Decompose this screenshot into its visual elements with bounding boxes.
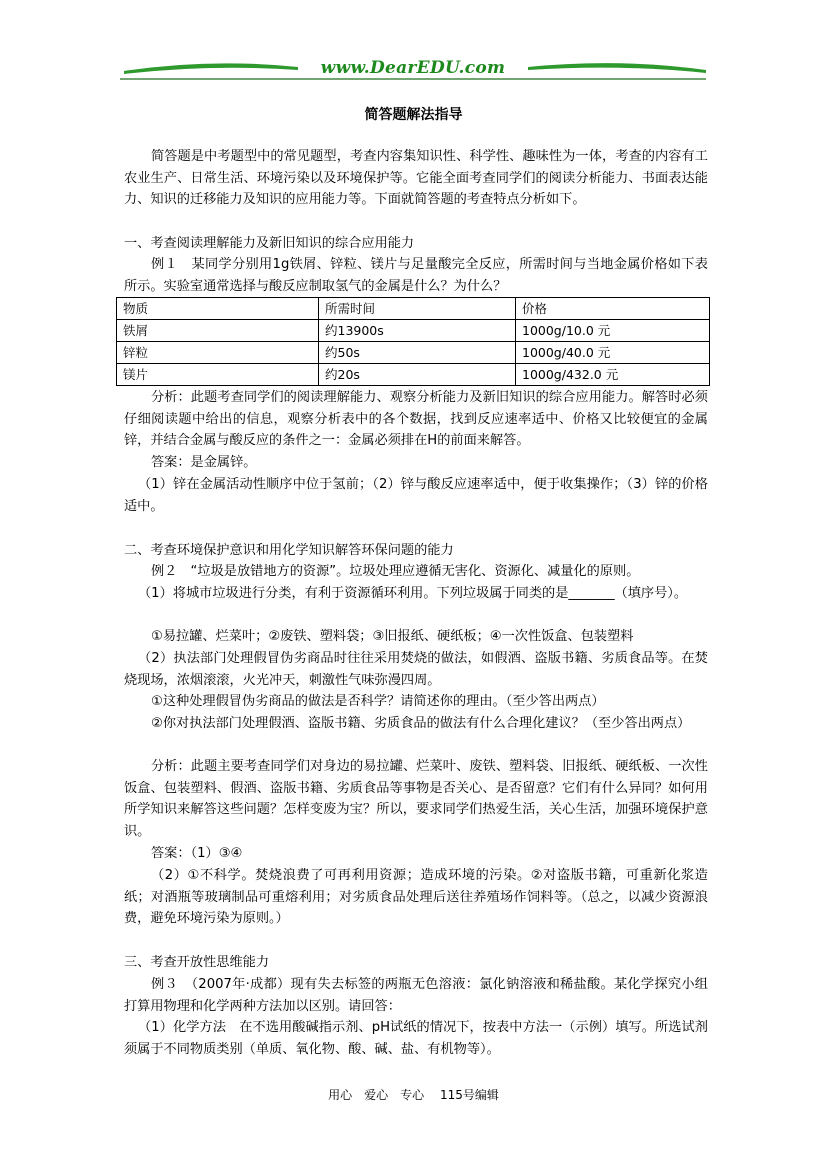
table-cell: 约20s	[319, 364, 516, 386]
table-row	[117, 364, 710, 386]
table-row	[117, 320, 710, 342]
analysis2-text: 分析：此题主要考查同学们对身边的易拉罐、烂菜叶、废铁、塑料袋、旧报纸、硬纸板、一次性饭盒、包装塑料、假酒、盗版书籍、劣质食品等事物是否关心、是否留意？它们有什么异同？如何用所学知识来解答这些问题？怎样变废为宝？所以，要求同学们热爱生活，关心生活，加强环境保护意识。	[124, 759, 708, 839]
section2-heading: 二、考查环境保护意识和用化学知识解答环保问题的能力	[124, 543, 454, 558]
intro-paragraph: 简答题是中考题型中的常见题型，考查内容集知识性、科学性、趣味性为一体，考查的内容有工农业生产、日常生活、环境污染以及环境保护等。它能全面考查同学们的阅读分析能力、书面表达能力、知识的迁移能力及知识的应用能力等。下面就简答题的考查特点分析如下。	[124, 149, 708, 207]
table-row	[117, 342, 710, 364]
table-header-cell: 价格	[516, 298, 710, 320]
page-footer: 用心 爱心 专心 115号编辑	[328, 1088, 499, 1102]
section3-heading: 三、考查开放性思维能力	[124, 955, 270, 970]
price-table	[116, 297, 710, 386]
table-cell: 1000g/10.0 元	[516, 320, 710, 342]
answer1-detail: （1）锌在金属活动性顺序中位于氢前；（2）锌与酸反应速率适中，便于收集操作；（3）锌的价格适中。	[124, 477, 708, 514]
question2-2a: ①这种处理假冒伪劣商品的做法是否科学？请简述你的理由。（至少答出两点）	[151, 694, 605, 709]
site-header	[120, 56, 706, 84]
answer2-text: 答案：（1）③④	[151, 846, 243, 861]
table-cell: 1000g/432.0 元	[516, 364, 710, 386]
table-cell: 铁屑	[117, 320, 319, 342]
question2-options: ①易拉罐、烂菜叶；②废铁、塑料袋；③旧报纸、硬纸板；④一次性饭盒、包装塑料	[151, 629, 634, 644]
table-cell: 锌粒	[117, 342, 319, 364]
table-cell: 约13900s	[319, 320, 516, 342]
table-header-row	[117, 298, 710, 320]
question2-2b: ②你对执法部门处理假酒、盗版书籍、劣质食品的做法有什么合理化建议？（至少答出两点）	[151, 716, 691, 731]
analysis1-text: 分析：此题考查同学们的阅读理解能力、观察分析能力及新旧知识的综合应用能力。解答时必须仔细阅读题中给出的信息，观察分析表中的各个数据，找到反应速率适中、价格又比较便宜的金属锌，并结合金属与酸反应的条件之一：金属必须排在H的前面来解答。	[124, 390, 708, 448]
table-cell: 1000g/40.0 元	[516, 342, 710, 364]
example3-text: 例３ （2007年·成都）现有失去标签的两瓶无色溶液：氯化钠溶液和稀盐酸。某化学探究小组打算用物理和化学两种方法加以区别。请回答：	[124, 977, 708, 1014]
question3-1: （1）化学方法 在不选用酸碱指示剂、pH试纸的情况下，按表中方法一（示例）填写。所选试剂须属于不同物质类别（单质、氧化物、酸、碱、盐、有机物等）。	[124, 1020, 708, 1057]
page-title: 简答题解法指导	[364, 107, 463, 123]
example1-text: 例１ 某同学分别用1g铁屑、锌粒、镁片与足量酸完全反应，所需时间与当地金属价格如下表所示。实验室通常选择与酸反应制取氢气的金属是什么？为什么？	[124, 257, 708, 294]
table-header-cell: 所需时间	[319, 298, 516, 320]
table-cell: 镁片	[117, 364, 319, 386]
table-cell: 约50s	[319, 342, 516, 364]
question2-2: （2）执法部门处理假冒伪劣商品时往往采用焚烧的做法，如假酒、盗版书籍、劣质食品等。在焚烧现场，浓烟滚滚，火光冲天，刺激性气味弥漫四周。	[124, 651, 708, 688]
section1-heading: 一、考查阅读理解能力及新旧知识的综合应用能力	[124, 236, 415, 251]
table-header-cell: 物质	[117, 298, 319, 320]
example2-text: 例２ “垃圾是放错地方的资源”。垃圾处理应遵循无害化、资源化、减量化的原则。	[151, 564, 640, 579]
site-logo: www.DearEDU.com	[320, 58, 506, 78]
answer1-text: 答案：是金属锌。	[151, 455, 257, 470]
answer2-detail: （2）①不科学。焚烧浪费了可再利用资源；造成环境的污染。②对盗版书籍，可重新化浆造纸；对酒瓶等玻璃制品可重熔利用；对劣质食品处理后送往养殖场作饲料等。（总之，以减少资源浪费，避免环境污染为原则。）	[124, 868, 708, 926]
question2-1: （1）将城市垃圾进行分类，有利于资源循环利用。下列垃圾属于同类的是_______（填序号）。	[138, 586, 688, 601]
